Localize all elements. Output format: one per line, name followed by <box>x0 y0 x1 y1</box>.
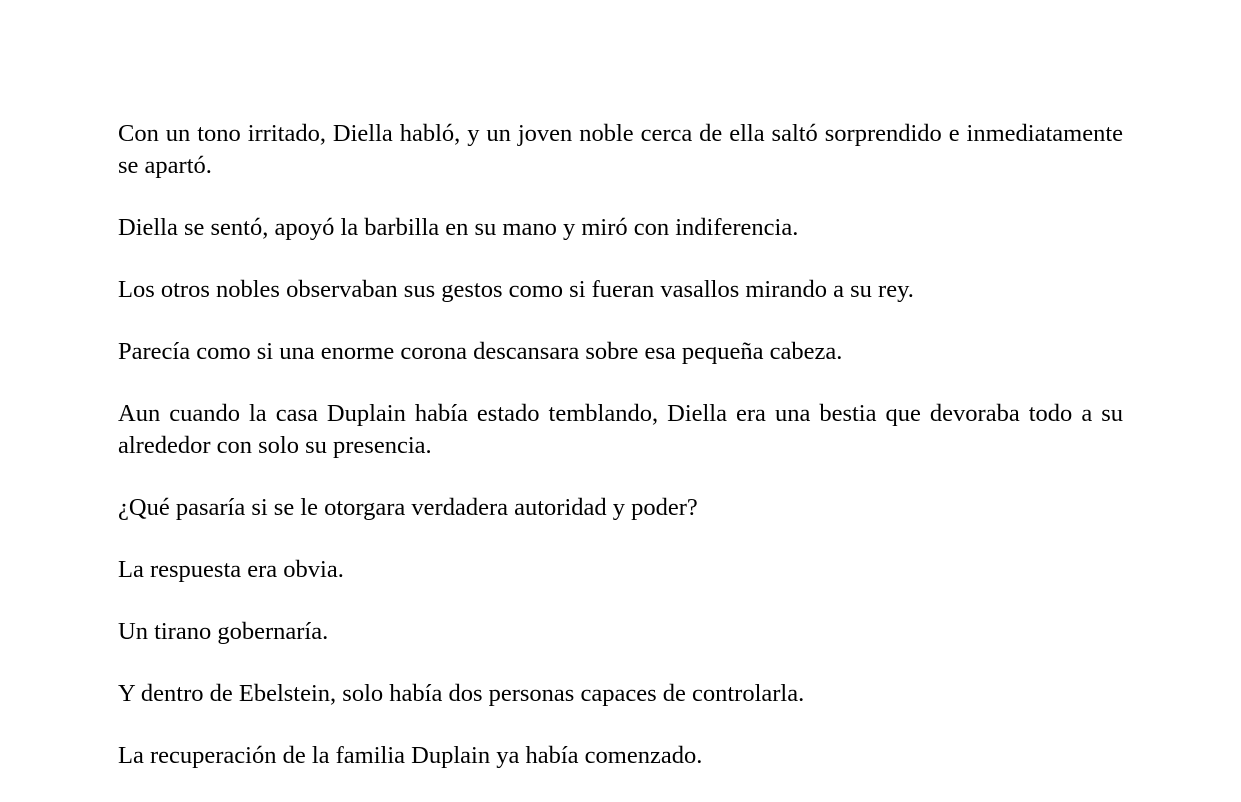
paragraph-10: La recuperación de la familia Duplain ya había comenzado. <box>118 742 703 769</box>
paragraph-6: ¿Qué pasaría si se le otorgara verdadera autoridad y poder? <box>118 494 698 521</box>
paragraph-8: Un tirano gobernaría. <box>118 618 329 645</box>
paragraph-3: Los otros nobles observaban sus gestos como si fueran vasallos mirando a su rey. <box>118 276 914 303</box>
paragraph-2: Diella se sentó, apoyó la barbilla en su mano y miró con indiferencia. <box>118 214 799 241</box>
paragraph-4: Parecía como si una enorme corona descansara sobre esa pequeña cabeza. <box>118 338 843 365</box>
paragraph-5: Aun cuando la casa Duplain había estado temblando, Diella era una bestia que devoraba todo a su alrededor con solo su presencia. <box>118 400 1123 459</box>
paragraph-9: Y dentro de Ebelstein, solo había dos personas capaces de controlarla. <box>118 680 805 707</box>
paragraph-1: Con un tono irritado, Diella habló, y un joven noble cerca de ella saltó sorprendido e inmediatamente se apartó. <box>118 120 1123 179</box>
paragraph-7: La respuesta era obvia. <box>118 556 344 583</box>
document-body <box>118 118 1123 802</box>
